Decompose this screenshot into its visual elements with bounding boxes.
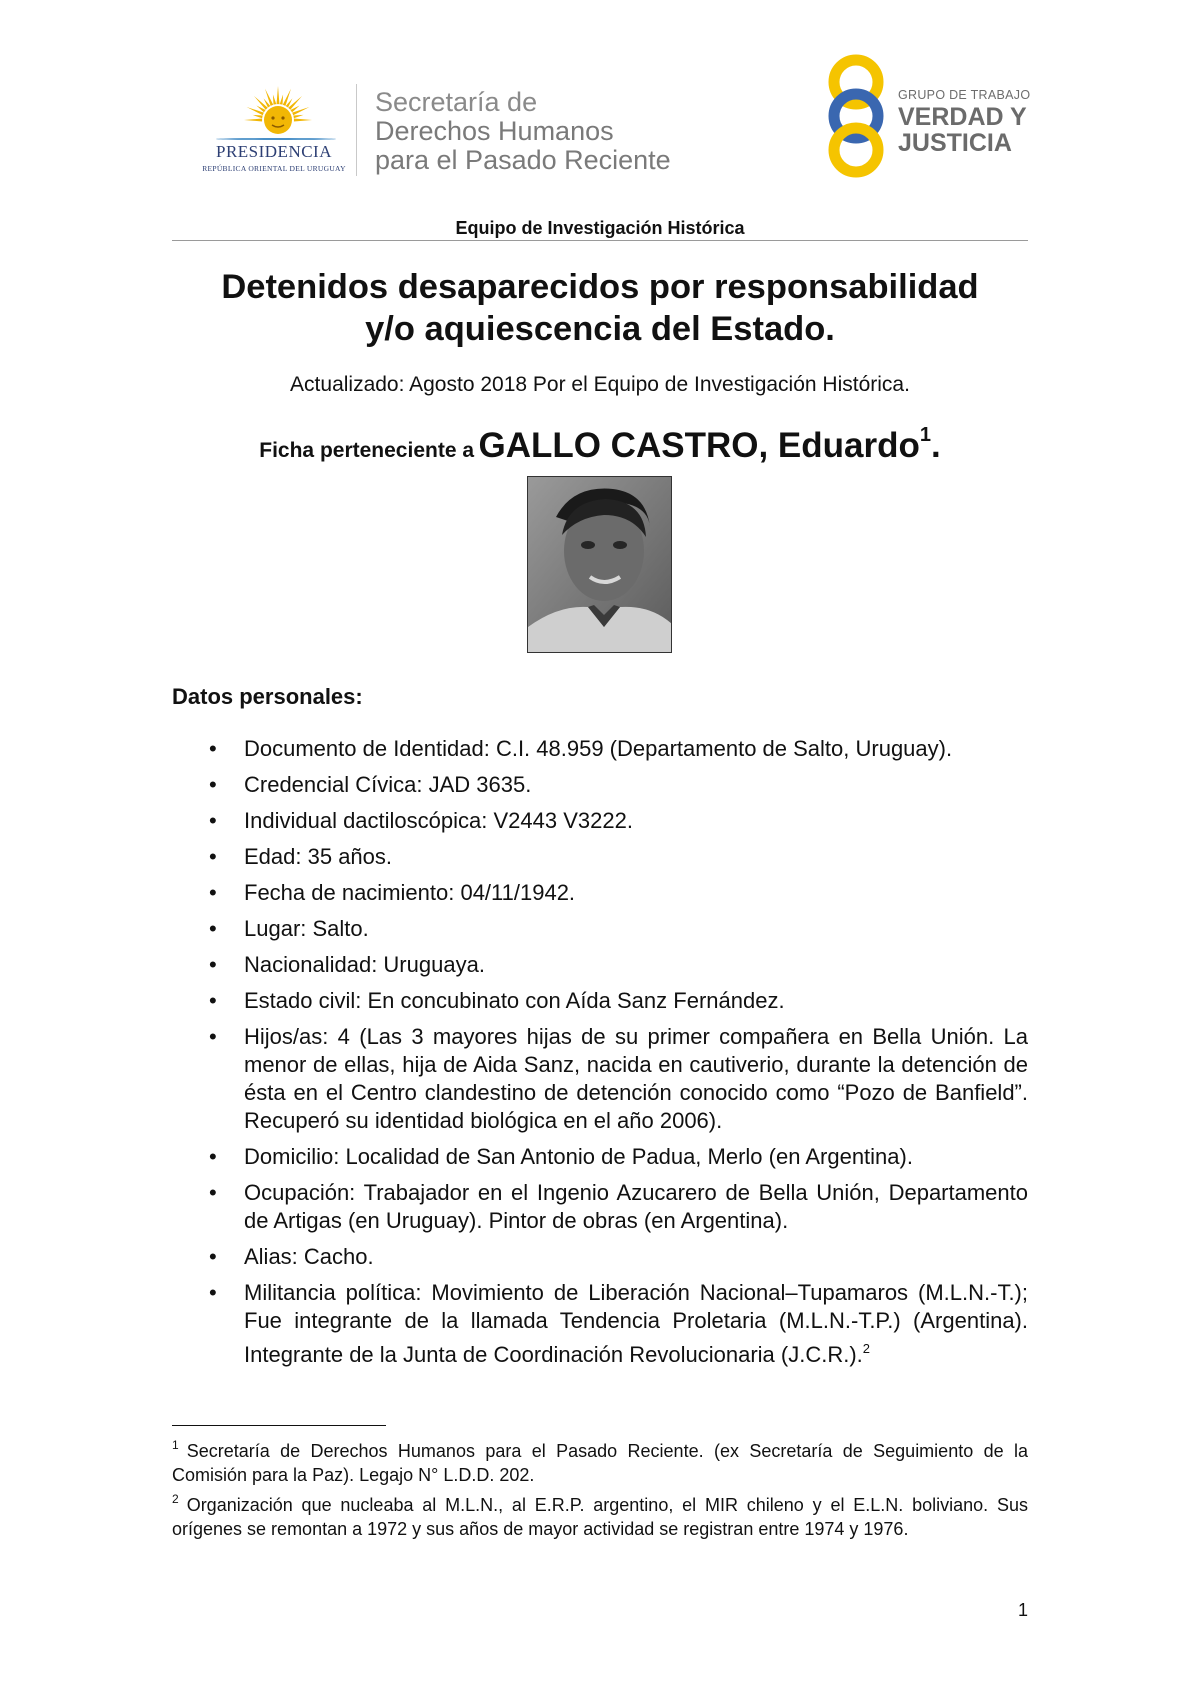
sun-ray [294,119,312,122]
list-item [244,1243,1028,1271]
list-item [244,879,1028,907]
secretaria-line: Secretaría de [375,87,538,117]
sun-ray [252,115,262,118]
sun-ray [288,96,302,110]
secretaria-logo-text [375,88,671,175]
list-item [244,771,1028,799]
item-text: Edad: 35 años. [244,844,393,869]
list-item [244,1179,1028,1235]
gtvj-big-line: JUSTICIA [898,129,1012,157]
rings-emblem-icon [820,54,892,178]
secretaria-line: Derechos Humanos [375,116,614,146]
header-rule [172,240,1028,241]
personal-data-list [244,735,1028,1377]
item-text: Domicilio: Localidad de San Antonio de Padua, Merlo (en Argentina). [244,1144,913,1169]
logo-divider [356,84,357,176]
list-item [244,1023,1028,1135]
item-text: Fecha de nacimiento: 04/11/1942. [244,880,576,905]
list-item [244,915,1028,943]
footnote-number: 2 [172,1492,179,1506]
title-line: y/o aquiescencia del Estado. [365,310,835,348]
presidencia-subtitle: REPÚBLICA ORIENTAL DEL URUGUAY [202,164,346,173]
list-item [244,1143,1028,1171]
item-text: Credencial Cívica: JAD 3635. [244,772,532,797]
footnote-text: Organización que nucleaba al M.L.N., al E.R.P. argentino, el MIR chileno y el E.L.N. boliviano. Sus orígenes se remontan a 1972 y sus años de mayor actividad se registran entre 1974 y 1976. [172,1495,1028,1539]
footnote-ref[interactable]: 2 [862,1341,871,1356]
sun-emblem-icon [242,80,314,136]
list-item [244,1279,1028,1369]
updated-line: Actualizado: Agosto 2018 Por el Equipo de Investigación Histórica. [290,373,910,396]
document-title [172,266,1028,350]
page-number: 1 [1017,1600,1028,1620]
footnote-number: 1 [172,1438,179,1452]
list-item [244,807,1028,835]
list-item [244,951,1028,979]
item-text: Nacionalidad: Uruguaya. [244,952,485,977]
ficha-heading [172,424,1028,466]
sun-ray [254,96,268,110]
sun-ray [280,94,283,104]
sun-ray [293,115,303,118]
section-title: Datos personales: [172,684,363,709]
team-header: Equipo de Investigación Histórica [455,218,745,238]
footnote-text: Secretaría de Derechos Humanos para el Pasado Reciente. (ex Secretaría de Seguimiento de la Comisión para la Paz). Legajo N° L.D.D. 202. [172,1441,1028,1485]
sun-ray [244,119,262,122]
portrait-photo [527,476,672,653]
title-line: Detenidos desaparecidos por responsabilidad [221,268,979,306]
item-text: Alias: Cacho. [244,1244,374,1269]
ficha-lead: Ficha perteneciente a [259,439,475,462]
item-text: Individual dactiloscópica: V2443 V3222. [244,808,633,833]
sun-ray [277,86,280,104]
item-text: Militancia política: Movimiento de Liberación Nacional–Tupamaros (M.L.N.-T.); Fue integrante de la llamada Tendencia Proletaria (M.L.N.-T.P.) (Argentina). Integrante de la Junta de Coordinación Revolucionaria (J.C.R.). [244,1280,1028,1367]
ficha-end: . [930,426,941,465]
item-text: Estado civil: En concubinato con Aída Sanz Fernández. [244,988,785,1013]
item-text: Lugar: Salto. [244,916,369,941]
gtvj-small-text: GRUPO DE TRABAJO [898,88,1031,102]
footnote-ref[interactable]: 1 [919,424,931,446]
gtvj-big-text [898,104,1027,156]
list-item [244,843,1028,871]
person-name: GALLO CASTRO, Eduardo [478,426,920,465]
item-text: Ocupación: Trabajador en el Ingenio Azucarero de Bella Unión, Departamento de Artigas (en Uruguay). Pintor de obras (en Argentina). [244,1180,1028,1233]
footnote-rule [172,1425,386,1426]
item-text: Hijos/as: 4 (Las 3 mayores hijas de su primer compañera en Bella Unión. La menor de ellas, hija de Aida Sanz, nacida en cautiverio, durante la detención de ésta en el Centro clandestino de detención conocido como “Pozo de Banfield”. Recuperó su identidad biológica en el año 2006). [244,1024,1028,1133]
portrait-image-icon [528,477,672,653]
item-text: Documento de Identidad: C.I. 48.959 (Departamento de Salto, Uruguay). [244,736,953,761]
presidencia-name: PRESIDENCIA [215,142,332,161]
list-item [244,735,1028,763]
footnote [172,1433,1028,1487]
presidencia-line [216,138,336,140]
gtvj-big-line: VERDAD Y [898,103,1027,131]
footnote [172,1487,1028,1541]
secretaria-line: para el Pasado Reciente [375,145,671,175]
verdad-justicia-logo [820,54,1050,178]
footnotes [172,1433,1028,1541]
sun-ray [273,94,276,104]
list-item [244,987,1028,1015]
presidencia-logo [198,80,350,178]
